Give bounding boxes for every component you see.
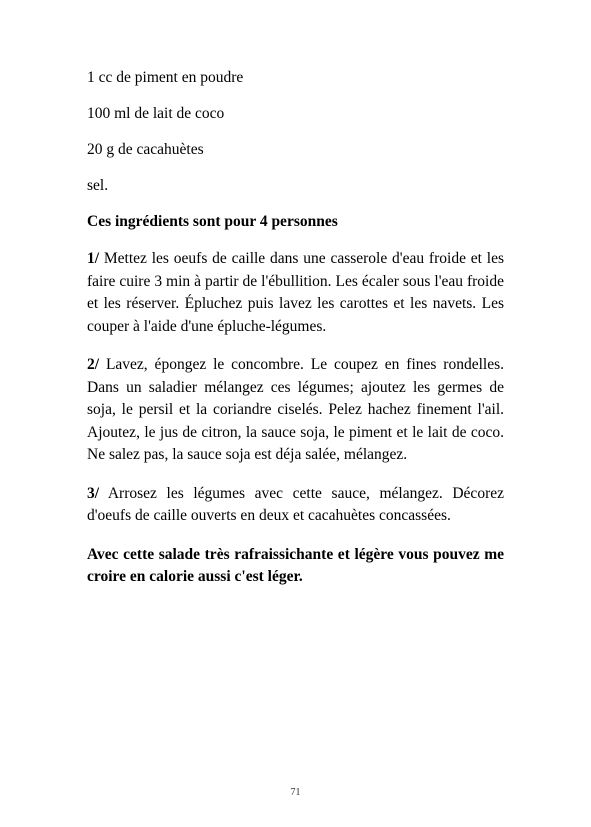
ingredient-line: 1 cc de piment en poudre	[87, 69, 244, 86]
ingredient-line: 20 g de cacahuètes	[87, 141, 204, 158]
ingredient-line: 100 ml de lait de coco	[87, 105, 225, 122]
step-number: 1/	[87, 250, 100, 267]
recipe-step	[87, 354, 504, 467]
step-text: Lavez, épongez le concombre. Le coupez en fines rondelles. Dans un saladier mélangez ces légumes; ajoutez les germes de soja, le persil et la coriandre ciselés. Pelez hachez finement l'ail. Ajoutez, le jus de citron, la sauce soja, le piment et le lait de coco. Ne salez pas, la sauce soja est déja salée, mélangez.	[87, 356, 504, 463]
recipe-step	[87, 248, 504, 338]
step-text: Arrosez les légumes avec cette sauce, mélangez. Décorez d'oeufs de caille ouverts en deux et cacahuètes concassées.	[87, 484, 504, 524]
step-text: Mettez les oeufs de caille dans une casserole d'eau froide et les faire cuire 3 min à partir de l'ébullition. Les écaler sous l'eau froide et les réserver. Épluchez puis lavez les carottes et les navets. Les couper à l'aide d'une épluche-légumes.	[87, 250, 504, 335]
page-content	[87, 68, 504, 589]
closing-remark: Avec cette salade très rafraissichante et légère vous pouvez me croire en calorie aussi c'est léger.	[87, 545, 504, 585]
step-number: 3/	[87, 484, 100, 502]
recipe-step	[87, 483, 504, 528]
ingredient-line: sel.	[87, 177, 109, 194]
servings-heading: Ces ingrédients sont pour 4 personnes	[87, 213, 338, 230]
step-number: 2/	[87, 356, 100, 373]
page-number: 71	[290, 787, 301, 798]
